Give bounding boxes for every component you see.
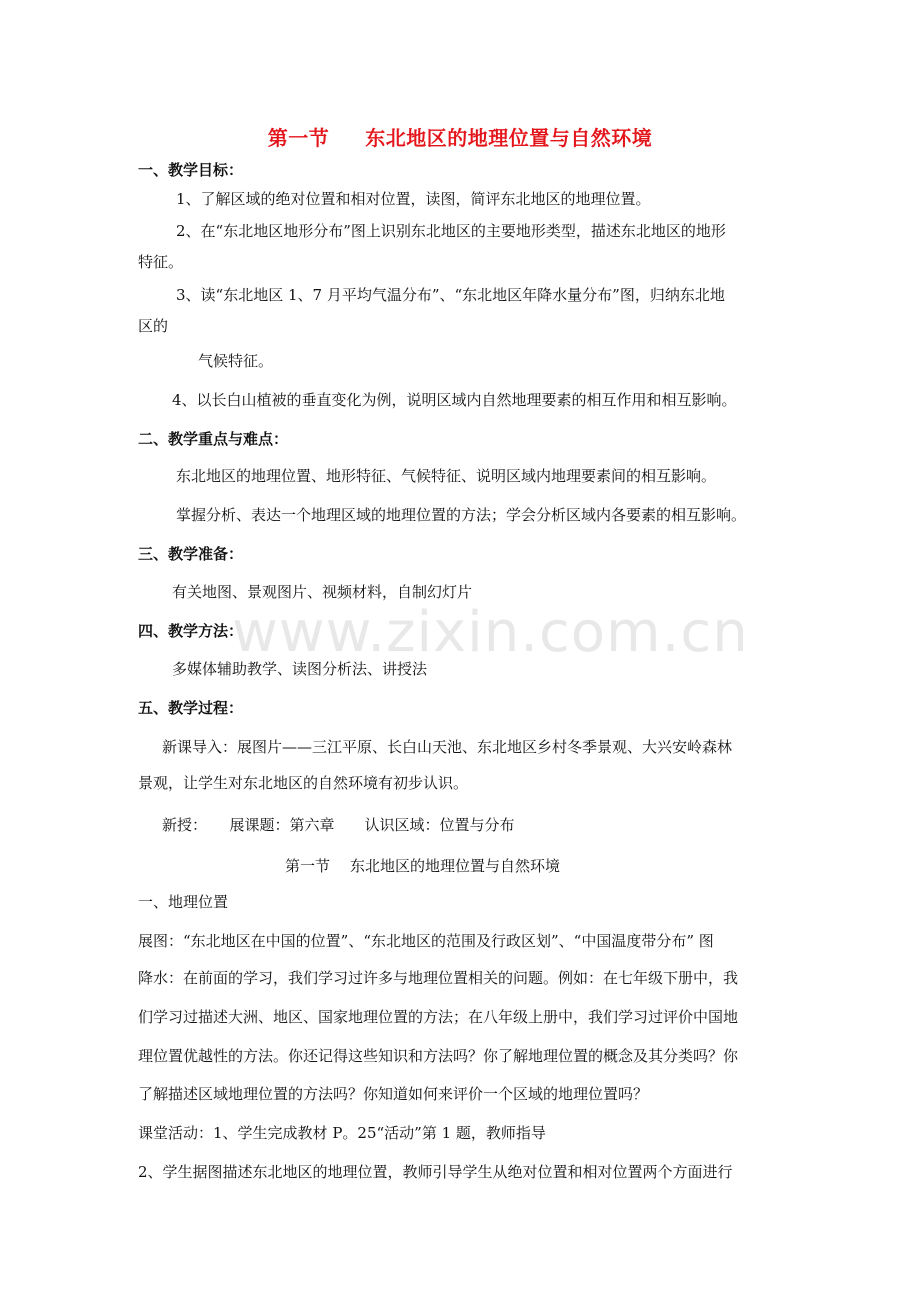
preparation-text: 有关地图、景观图片、视频材料，自制幻灯片 (172, 583, 473, 601)
watermark: www.zixin.com.cn (232, 600, 749, 665)
heading-objectives: 一、教学目标： (138, 161, 244, 179)
para-line-4: 了解描述区域地理位置的方法吗？你知道如何来评价一个区域的地理位置吗？ (138, 1085, 649, 1103)
objective-2-cont: 特征。 (138, 253, 184, 271)
new-lesson-text: 新授： 展课题：第六章 认识区域：位置与分布 (162, 816, 515, 834)
objective-3-cont: 区的 (138, 317, 169, 335)
objective-4: 4、以长白山植被的垂直变化为例，说明区域内自然地理要素的相互作用和相互影响。 (172, 391, 737, 409)
show-maps-text: 展图：“东北地区在中国的位置”、“东北地区的范围及行政区划”、“中国温度带分布” 图 (138, 932, 714, 950)
heading-methods: 四、教学方法： (138, 622, 244, 640)
activity-2: 2、学生据图描述东北地区的地理位置，教师引导学生从绝对位置和相对位置两个方面进行 (138, 1163, 733, 1181)
para-line-3: 理位置优越性的方法。你还记得这些知识和方法吗？你了解地理位置的概念及其分类吗？你 (138, 1047, 739, 1065)
heading-process: 五、教学过程： (138, 699, 244, 717)
intro-text-cont: 景观，让学生对东北地区的自然环境有初步认识。 (138, 774, 469, 792)
objective-2: 2、在“东北地区地形分布”图上识别东北地区的主要地形类型，描述东北地区的地形 (176, 222, 726, 240)
para-line-2: 们学习过描述大洲、地区、国家地理位置的方法；在八年级上册中，我们学习过评价中国地 (138, 1008, 739, 1026)
activity-1: 课堂活动：1、学生完成教材 P。25“活动”第 1 题，教师指导 (138, 1124, 546, 1142)
para-line-1: 降水：在前面的学习，我们学习过许多与地理位置相关的问题。例如：在七年级下册中，我 (138, 969, 739, 987)
title-section: 第一节 (267, 126, 330, 150)
subtitle-text: 东北地区的地理位置与自然环境 (350, 857, 561, 875)
heading-key-points: 二、教学重点与难点： (138, 430, 289, 448)
section-location: 一、地理位置 (138, 893, 229, 911)
subtitle-section: 第一节 (285, 857, 331, 875)
objective-3: 3、读“东北地区 1、7 月平均气温分布”、“东北地区年降水量分布”图，归纳东北地 (176, 286, 725, 304)
heading-preparation: 三、教学准备： (138, 545, 244, 563)
intro-text: 新课导入：展图片——三江平原、长白山天池、东北地区乡村冬季景观、大兴安岭森林 (162, 738, 733, 756)
title-text: 东北地区的地理位置与自然环境 (365, 126, 653, 150)
page-title (0, 122, 920, 151)
lesson-subtitle (285, 855, 560, 876)
key-point-2: 掌握分析、表达一个地理区域的地理位置的方法；学会分析区域内各要素的相互影响。 (176, 506, 747, 524)
key-point-1: 东北地区的地理位置、地形特征、气候特征、说明区域内地理要素间的相互影响。 (176, 467, 717, 485)
objective-3-cont2: 气候特征。 (198, 352, 274, 370)
objective-1: 1、了解区域的绝对位置和相对位置，读图，简评东北地区的地理位置。 (176, 190, 651, 208)
methods-text: 多媒体辅助教学、读图分析法、讲授法 (172, 660, 428, 678)
